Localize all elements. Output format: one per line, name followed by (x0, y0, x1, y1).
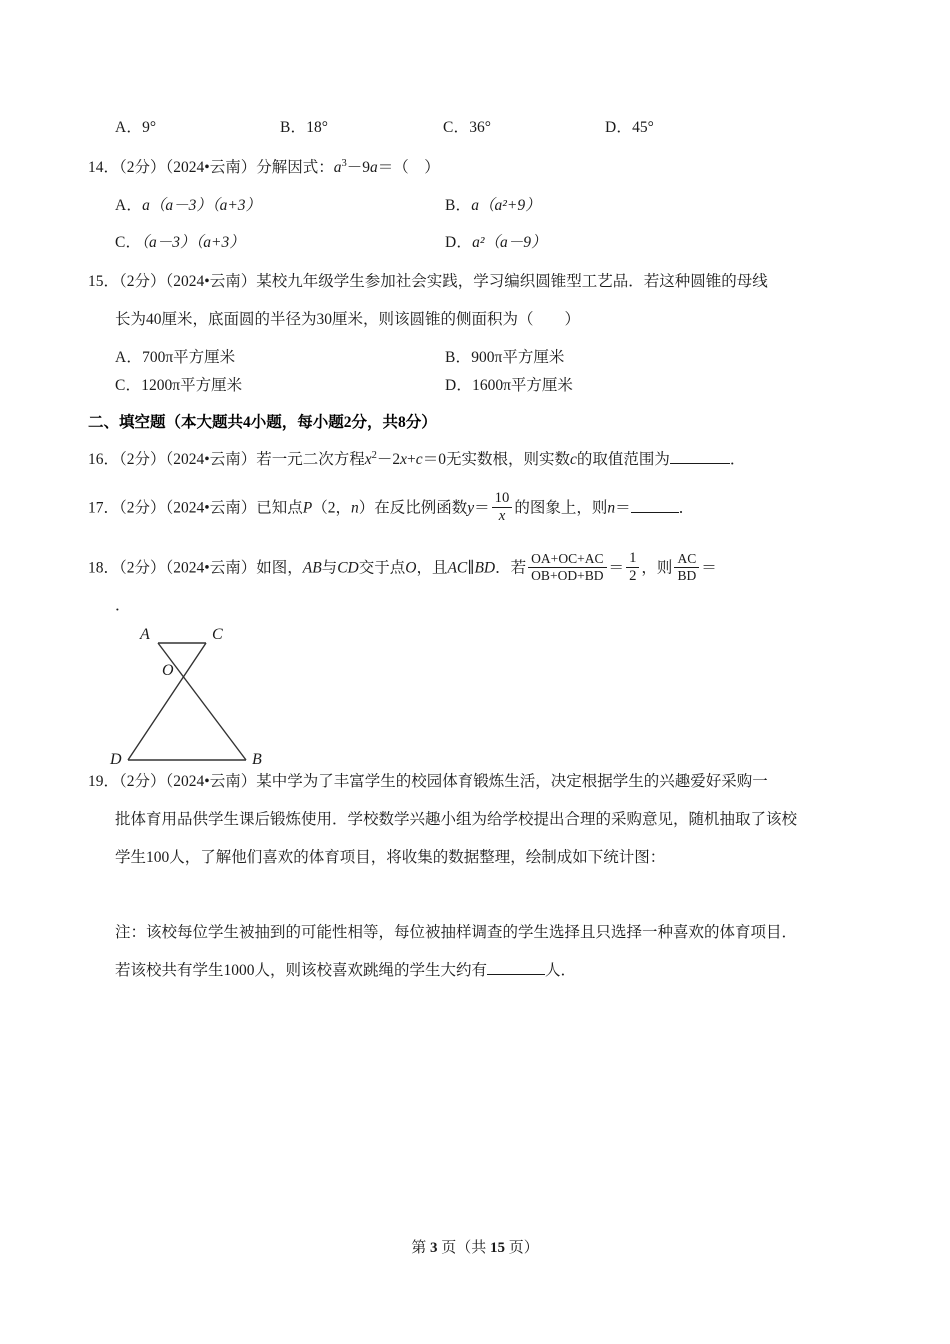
q16-number: 16． (88, 451, 120, 469)
question-14-stem (88, 157, 440, 179)
footer-total-pages: 15 (490, 1240, 505, 1256)
q14-option-c-text: （a－3）（a+3） (141, 234, 245, 251)
page-footer (0, 1236, 950, 1257)
q15-option-c-label: C． (115, 377, 142, 394)
q14-option-b[interactable] (445, 196, 541, 217)
q17-text-end: ． (678, 499, 695, 517)
q14-option-d-label: D． (445, 234, 473, 251)
q17-fraction-denominator: x (498, 508, 506, 525)
question-18 (88, 552, 717, 586)
q16-var-c: c (569, 451, 577, 469)
q15-option-a[interactable] (115, 348, 235, 369)
q17-text-c: 的图象上，则 (514, 499, 608, 517)
q18-score: （2分） (119, 559, 166, 577)
q15-line1: 某校九年级学生参加社会实践，学习编织圆锥型工艺品．若这种圆锥的母线 (256, 273, 768, 290)
figure-label-o: O (162, 662, 174, 679)
q18-parallel-symbol: ∥ (467, 559, 475, 577)
q18-text-c: 交于点 (358, 559, 406, 577)
q18-value-denominator: 2 (629, 568, 637, 585)
q15-option-d[interactable] (445, 376, 573, 397)
q17-text-a: 已知点 (256, 499, 303, 517)
q19-line1: 某中学为了丰富学生的校园体育锻炼生活，决定根据学生的兴趣爱好采购一 (256, 773, 768, 790)
q14-expr-paren-close: ） (424, 159, 440, 177)
q14-expr-rest: －9 (346, 159, 371, 177)
footer-page-number: 3 (429, 1240, 438, 1256)
q18-ratio-numerator: OA+OC+AC (528, 552, 606, 568)
q18-answer-numerator: AC (674, 552, 699, 568)
q13-option-b-label: B． (280, 119, 307, 136)
q17-point-args-open: （2， (312, 499, 351, 517)
q15-option-a-text: 700π平方厘米 (142, 349, 236, 366)
q15-option-d-label: D． (445, 377, 473, 394)
q14-expr-base: a (333, 159, 342, 177)
q17-number: 17． (88, 499, 120, 517)
q13-option-b[interactable] (280, 118, 328, 139)
q18-text-e: ．若 (495, 559, 527, 577)
q14-expr-exponent: 3 (341, 158, 347, 169)
q13-option-a[interactable] (115, 118, 156, 139)
q13-option-a-text: 9° (142, 119, 157, 136)
q19-note-line2 (115, 961, 576, 982)
q18-ratio-fraction (528, 552, 606, 583)
figure-label-d: D (110, 751, 122, 768)
q18-answer-denominator: BD (677, 568, 697, 584)
q14-stem-prefix: 分解因式： (256, 159, 334, 177)
q16-expr-x2: x (400, 451, 408, 469)
segment-cd (128, 643, 206, 760)
q13-option-a-label: A． (115, 119, 143, 136)
q13-option-d-label: D． (605, 119, 633, 136)
question-19-line2 (115, 810, 797, 831)
footer-mid: 页（共 (441, 1240, 487, 1256)
q15-option-b[interactable] (445, 348, 564, 369)
q18-text-d: ，且 (416, 559, 448, 577)
question-15-stem-line2 (115, 310, 580, 331)
q13-option-c-label: C． (443, 119, 470, 136)
q15-option-c[interactable] (115, 376, 242, 397)
q14-option-d[interactable] (445, 233, 547, 254)
question-17 (88, 492, 694, 526)
q17-score: （2分） (119, 499, 166, 517)
q17-fraction-numerator: 10 (492, 491, 513, 508)
q15-number: 15． (88, 273, 120, 290)
figure-label-c: C (212, 626, 223, 643)
q14-source: （2024•云南） (165, 159, 257, 177)
q14-option-c[interactable] (115, 233, 245, 254)
q14-option-a-text: a（a－3）（a+3） (142, 197, 262, 214)
q16-source: （2024•云南） (165, 451, 257, 469)
q19-answer-blank[interactable] (487, 974, 545, 975)
q14-option-c-label: C． (115, 234, 142, 251)
q16-expr-c: c (415, 451, 423, 469)
q15-score: （2分） (119, 273, 166, 290)
q18-eq2: ＝ (701, 559, 717, 577)
q18-seg-ac: AC (447, 559, 468, 577)
q17-point-args-close: ） (358, 499, 375, 517)
q18-text-b: 与 (321, 559, 338, 577)
figure-label-a: A (140, 626, 150, 643)
q18-seg-bd: BD (474, 559, 496, 577)
q17-text-b: 在反比例函数 (374, 499, 468, 517)
q16-expr-eq: ＝0 (422, 451, 446, 469)
q14-option-a[interactable] (115, 196, 261, 217)
question-16 (88, 449, 745, 471)
q18-text-a: 如图， (256, 559, 303, 577)
q16-text-b: 无实数根，则实数 (445, 451, 570, 469)
q14-number: 14． (88, 159, 120, 177)
section-2-heading: 二、填空题（本大题共4小题，每小题2分，共8分） (88, 414, 437, 431)
question-15-stem-line1 (88, 272, 768, 293)
q16-score: （2分） (119, 451, 166, 469)
q16-expr-x: x (364, 451, 372, 469)
q19-note-line1 (115, 923, 797, 944)
q15-line2: 长为40厘米，底面圆的半径为30厘米，则该圆锥的侧面积为（ ） (115, 311, 581, 328)
q17-answer-blank[interactable] (631, 512, 679, 513)
q15-option-b-text: 900π平方厘米 (471, 349, 565, 366)
footer-prefix: 第 (411, 1240, 427, 1256)
q18-source: （2024•云南） (165, 559, 257, 577)
q17-fraction (492, 491, 513, 525)
q19-number: 19． (88, 773, 120, 790)
q19-note-line2-text-b: 人． (545, 962, 577, 979)
q18-answer-fraction (674, 552, 699, 583)
q18-value-numerator: 1 (626, 551, 639, 568)
q14-option-b-text: a（a²+9） (471, 197, 541, 214)
question-19-line1 (88, 772, 768, 793)
q19-line2-text: 批体育用品供学生课后锻炼使用．学校数学兴趣小组为给学校提出合理的采购意见，随机抽取了该校 (115, 811, 798, 828)
q19-score: （2分） (119, 773, 166, 790)
q14-expr-eq: ＝（ (377, 159, 409, 177)
q14-option-b-label: B． (445, 197, 472, 214)
q18-ratio-denominator: OB+OD+BD (531, 568, 604, 584)
q19-line3-text: 学生100人，了解他们喜欢的体育项目，将收集的数据整理，绘制成如下统计图： (115, 849, 666, 866)
q17-var-n: n (607, 499, 616, 517)
q18-continuation-period: ． (115, 597, 131, 614)
q18-seg-cd: CD (337, 559, 359, 577)
q16-expr-exponent: 2 (371, 450, 377, 461)
q17-fn-y: y (467, 499, 475, 517)
q18-value-fraction (626, 551, 639, 585)
q17-point-p: P (302, 499, 313, 517)
q15-option-c-text: 1200π平方厘米 (141, 377, 243, 394)
q13-option-b-text: 18° (306, 119, 328, 136)
q16-expr-plus: + (407, 451, 416, 469)
q18-eq1: ＝ (608, 559, 625, 577)
q13-option-c-text: 36° (469, 119, 491, 136)
q13-option-c[interactable] (443, 118, 491, 139)
q19-statistics-chart-area (110, 868, 840, 910)
figure-label-b: B (252, 751, 262, 768)
segment-ab (158, 643, 246, 760)
q17-eq: ＝ (615, 499, 631, 517)
q14-option-d-text: a²（a－9） (472, 234, 547, 251)
q18-geometry-figure (100, 612, 310, 777)
q13-option-d-text: 45° (632, 119, 654, 136)
q19-note-line2-text-a: 若该校共有学生1000人，则该校喜欢跳绳的学生大约有 (115, 962, 488, 979)
q16-answer-blank[interactable] (670, 463, 730, 464)
footer-suffix: 页） (508, 1240, 539, 1256)
q19-note-line1-text: 注：该校每位学生被抽到的可能性相等，每位被抽样调查的学生选择且只选择一种喜欢的体育项目． (115, 924, 798, 941)
q15-source: （2024•云南） (165, 273, 257, 290)
q17-point-n: n (350, 499, 359, 517)
q17-source: （2024•云南） (165, 499, 257, 517)
q15-option-b-label: B． (445, 349, 472, 366)
q16-text-c: 的取值范围为 (576, 451, 670, 469)
q14-expr-var: a (370, 159, 378, 177)
q14-option-a-label: A． (115, 197, 143, 214)
q13-option-d[interactable] (605, 118, 654, 139)
q18-text-f: ，则 (641, 559, 673, 577)
q16-text-a: 若一元二次方程 (256, 451, 365, 469)
q18-seg-ab: AB (302, 559, 322, 577)
q14-score: （2分） (119, 159, 166, 177)
question-19-line3 (115, 848, 665, 869)
q17-fn-eq: ＝ (474, 499, 490, 517)
q16-expr-mid: －2 (376, 451, 401, 469)
q19-source: （2024•云南） (165, 773, 257, 790)
q15-option-a-label: A． (115, 349, 143, 366)
q18-number: 18． (88, 559, 120, 577)
q15-option-d-text: 1600π平方厘米 (472, 377, 573, 394)
q18-point-o: O (405, 559, 417, 577)
q16-text-end: ． (729, 451, 746, 469)
